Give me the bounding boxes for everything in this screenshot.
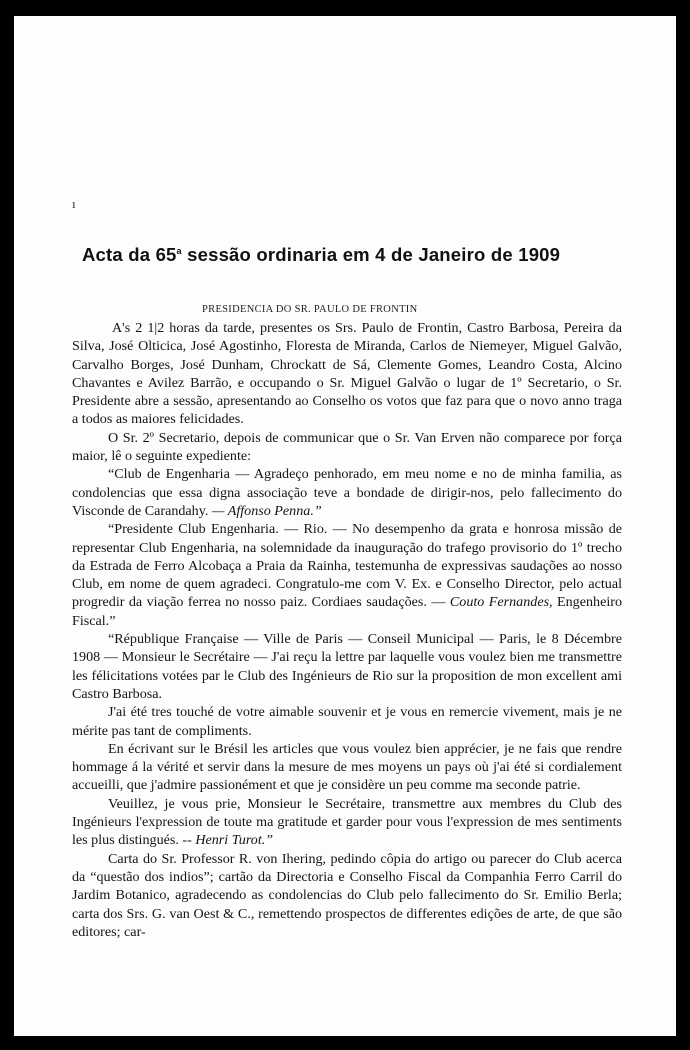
minutes-body — [72, 319, 622, 941]
letter-penna-signature: — Affonso Penna.” — [211, 502, 322, 519]
margin-mark: ı — [72, 196, 76, 211]
telegram-text: “Presidente Club Engenharia. — Rio. — No desempenho da grata e honrosa missão de representar Club Engenharia, na solemnidade da inauguração do trafego provisorio do 1º trecho da Estrada de Ferro Alcobaça a Praia da Rainha, testemunha de expressivas saudações ao nosso Club, em nome de quem agradeci. Congratulo-me com V. Ex. e Conselho Director, pelo actual progredir da viação ferrea no nosso paiz. Cordiaes saudações. — — [72, 521, 622, 611]
closing-text: Veuillez, je vous prie, Monsieur le Secrétaire, transmettre aux membres du Club des Ingénieurs l'expression de toute ma gratitude et garder pour vous l'expression de mes sentiments les plus distingués. -- — [72, 795, 622, 849]
telegram-signature: Couto Fernandes, — [449, 594, 553, 611]
presidency-line: PRESIDENCIA DO SR. PAULO DE FRONTIN — [202, 304, 418, 315]
paragraph-paris-thanks: J'ai été tres touché de votre aimable souvenir et je vous en remercie vivement, mais je ne mérite pas tant de compliments. — [72, 704, 622, 739]
paragraph-paris-letter: “République Française — Ville de Paris — Conseil Municipal — Paris, le 8 Décembre 1908 — Monsieur le Secrétaire — J'ai reçu la lettre par laquelle vous voulez bien me transmettre les félicitations votées par le Club des Ingénieurs de Rio sur la proposition de mon excellent ami Castro Barbosa. — [72, 631, 622, 702]
title-prefix: Acta da 65 — [82, 244, 177, 265]
paragraph-letter-penna — [72, 465, 622, 520]
letter-penna-text: “Club de Engenharia — Agradeço penhorado, em meu nome e no de minha familia, as condolencias que essa digna associação teve a bondade de dirigir-nos, pelo fallecimento do Visconde de Carandahy. — [72, 466, 622, 519]
document-page — [14, 16, 676, 1036]
paragraph-paris-bresil: En écrivant sur le Brésil les articles que vous voulez bien apprécier, je ne fais que rendre hommage á la vérité et servir dans la mesure de mes moyens un pays où j'ai été si cordialement accueilli, que j'admire passionément et que je considère un peu comme ma seconde patrie. — [72, 740, 622, 794]
paragraph-telegram-fiscal — [72, 520, 622, 630]
paragraph-paris-closing — [72, 795, 622, 850]
paragraph-attendance: A's 2 1|2 horas da tarde, presentes os Srs. Paulo de Frontin, Castro Barbosa, Pereira da Silva, José Olticica, José Agostinho, Floresta de Miranda, Carlos de Niemeyer, Miguel Galvão, Carvalho Borges, José Dunham, Chrockatt de Sá, Clemente Gomes, Leandro Costa, Alcino Chavantes e Avilez Barrão, e occupando o Sr. Miguel Galvão o lugar de 1º Secretario, o Sr. Presidente abre a sessão, apresentando ao Conselho os votos que faz para que o novo anno traga a todos as maiores felicidades. — [72, 320, 622, 428]
page-title — [82, 244, 612, 266]
paragraph-secretary: O Sr. 2º Secretario, depois de communicar que o Sr. Van Erven não comparece por força maior, lê o seguinte expediente: — [72, 429, 622, 465]
title-ordinal-suffix: a — [176, 246, 182, 256]
title-rest: sessão ordinaria em 4 de Janeiro de 1909 — [181, 244, 561, 265]
paragraph-correspondence: Carta do Sr. Professor R. von Ihering, pedindo côpia do artigo ou parecer do Club acerca da “questão dos indios”; cartão da Directoria e Conselho Fiscal da Companhia Ferro Carril do Jardim Botanico, agradecendo as condolencias do Club pelo fallecimento do Sr. Emilio Berla; carta dos Srs. G. van Oest & C., remettendo prospectos de differentes edições de arte, de que são editores; car- — [72, 850, 622, 940]
closing-signature: Henri Turot.” — [195, 832, 274, 849]
telegram-ending: Engenheiro Fiscal.” — [72, 594, 622, 629]
